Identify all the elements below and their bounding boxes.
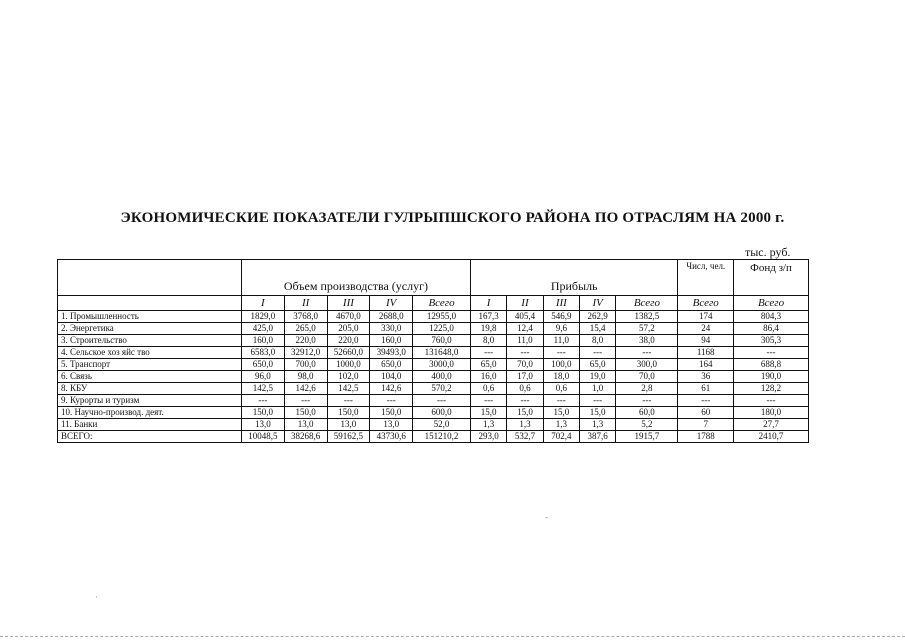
row-label: 10. Научно-производ. деят. xyxy=(58,407,242,419)
header-empty-cell xyxy=(58,296,242,311)
profit-cell: 70,0 xyxy=(616,371,678,383)
production-cell: 205,0 xyxy=(327,323,370,335)
payroll-cell: 128,2 xyxy=(734,383,809,395)
profit-cell: 1382,5 xyxy=(616,311,678,323)
payroll-cell: --- xyxy=(734,395,809,407)
profit-cell: 1,0 xyxy=(580,383,616,395)
production-cell: --- xyxy=(327,395,370,407)
header-quarter: IV xyxy=(370,296,413,311)
profit-cell: 293,0 xyxy=(470,431,506,443)
profit-cell: 18,0 xyxy=(543,371,579,383)
profit-cell: --- xyxy=(543,395,579,407)
header-row-quarters xyxy=(58,296,809,311)
employees-cell: 1168 xyxy=(678,347,734,359)
production-cell: 650,0 xyxy=(241,359,284,371)
profit-cell: 405,4 xyxy=(507,311,543,323)
header-profit: Прибыль xyxy=(470,260,678,296)
profit-cell: 57,2 xyxy=(616,323,678,335)
employees-cell: 36 xyxy=(678,371,734,383)
row-label: 4. Сельское хоз яйс тво xyxy=(58,347,242,359)
profit-cell: 15,0 xyxy=(470,407,506,419)
profit-cell: 15,0 xyxy=(507,407,543,419)
production-cell: 700,0 xyxy=(284,359,327,371)
production-cell: 3768,0 xyxy=(284,311,327,323)
profit-cell: --- xyxy=(470,347,506,359)
production-cell: 160,0 xyxy=(370,335,413,347)
production-cell: 142,5 xyxy=(241,383,284,395)
header-payroll: Фонд з/п xyxy=(734,260,809,296)
profit-cell: 0,6 xyxy=(507,383,543,395)
profit-cell: 65,0 xyxy=(580,359,616,371)
production-cell: 600,0 xyxy=(413,407,471,419)
production-cell: --- xyxy=(370,395,413,407)
profit-cell: 1,3 xyxy=(470,419,506,431)
profit-cell: 70,0 xyxy=(507,359,543,371)
scan-speck: - xyxy=(545,512,548,522)
profit-cell: 15,4 xyxy=(580,323,616,335)
production-cell: 220,0 xyxy=(284,335,327,347)
profit-cell: 1915,7 xyxy=(616,431,678,443)
row-label: 3. Строительство xyxy=(58,335,242,347)
profit-cell: 19,8 xyxy=(470,323,506,335)
production-cell: 400,0 xyxy=(413,371,471,383)
production-cell: 131648,0 xyxy=(413,347,471,359)
profit-cell: 17,0 xyxy=(507,371,543,383)
table-row xyxy=(58,323,809,335)
production-cell: 330,0 xyxy=(370,323,413,335)
profit-cell: 1,3 xyxy=(543,419,579,431)
production-cell: 150,0 xyxy=(327,407,370,419)
row-label: ВСЕГО: xyxy=(58,431,242,443)
table-row xyxy=(58,419,809,431)
header-quarter: III xyxy=(327,296,370,311)
payroll-cell: 190,0 xyxy=(734,371,809,383)
profit-cell: --- xyxy=(543,347,579,359)
payroll-cell: 86,4 xyxy=(734,323,809,335)
production-cell: 1225,0 xyxy=(413,323,471,335)
profit-cell: --- xyxy=(507,395,543,407)
employees-cell: 24 xyxy=(678,323,734,335)
production-cell: 142,6 xyxy=(284,383,327,395)
header-quarter: I xyxy=(470,296,506,311)
profit-cell: 546,9 xyxy=(543,311,579,323)
employees-cell: 61 xyxy=(678,383,734,395)
production-cell: 12955,0 xyxy=(413,311,471,323)
production-cell: 2688,0 xyxy=(370,311,413,323)
economic-indicators-table xyxy=(57,259,809,443)
header-employees-total: Всего xyxy=(678,296,734,311)
production-cell: 13,0 xyxy=(284,419,327,431)
profit-cell: 8,0 xyxy=(580,335,616,347)
production-cell: 425,0 xyxy=(241,323,284,335)
production-cell: 220,0 xyxy=(327,335,370,347)
production-cell: 38268,6 xyxy=(284,431,327,443)
profit-cell: 167,3 xyxy=(470,311,506,323)
profit-cell: 65,0 xyxy=(470,359,506,371)
row-label: 6. Связь xyxy=(58,371,242,383)
production-cell: 102,0 xyxy=(327,371,370,383)
header-production: Объем производства (услуг) xyxy=(241,260,470,296)
profit-cell: 11,0 xyxy=(543,335,579,347)
profit-cell: --- xyxy=(470,395,506,407)
profit-cell: --- xyxy=(580,395,616,407)
production-cell: 150,0 xyxy=(370,407,413,419)
production-cell: 142,6 xyxy=(370,383,413,395)
table-row xyxy=(58,347,809,359)
production-cell: 10048,5 xyxy=(241,431,284,443)
header-quarter-total: Всего xyxy=(616,296,678,311)
table-row xyxy=(58,431,809,443)
employees-cell: 60 xyxy=(678,407,734,419)
production-cell: --- xyxy=(284,395,327,407)
profit-cell: 2,8 xyxy=(616,383,678,395)
profit-cell: 262,9 xyxy=(580,311,616,323)
profit-cell: --- xyxy=(580,347,616,359)
row-label: 5. Транспорт xyxy=(58,359,242,371)
production-cell: 96,0 xyxy=(241,371,284,383)
profit-cell: 12,4 xyxy=(507,323,543,335)
production-cell: 6583,0 xyxy=(241,347,284,359)
table-row xyxy=(58,359,809,371)
employees-cell: 7 xyxy=(678,419,734,431)
payroll-cell: --- xyxy=(734,347,809,359)
profit-cell: 300,0 xyxy=(616,359,678,371)
row-label: 1. Промышленность xyxy=(58,311,242,323)
production-cell: 43730,6 xyxy=(370,431,413,443)
production-cell: 13,0 xyxy=(327,419,370,431)
production-cell: 160,0 xyxy=(241,335,284,347)
header-quarter: I xyxy=(241,296,284,311)
profit-cell: 1,3 xyxy=(580,419,616,431)
header-employees: Числ, чел. xyxy=(678,260,734,296)
production-cell: 151210,2 xyxy=(413,431,471,443)
profit-cell: 0,6 xyxy=(543,383,579,395)
profit-cell: 532,7 xyxy=(507,431,543,443)
employees-cell: 174 xyxy=(678,311,734,323)
profit-cell: --- xyxy=(616,347,678,359)
profit-cell: 702,4 xyxy=(543,431,579,443)
profit-cell: 38,0 xyxy=(616,335,678,347)
table-row xyxy=(58,311,809,323)
profit-cell: 11,0 xyxy=(507,335,543,347)
production-cell: 150,0 xyxy=(241,407,284,419)
row-label: 9. Курорты и туризм xyxy=(58,395,242,407)
row-label: 11. Банки xyxy=(58,419,242,431)
payroll-cell: 688,8 xyxy=(734,359,809,371)
header-row-groups xyxy=(58,260,809,296)
header-quarter: III xyxy=(543,296,579,311)
profit-cell: 16,0 xyxy=(470,371,506,383)
employees-cell: 94 xyxy=(678,335,734,347)
profit-cell: 8,0 xyxy=(470,335,506,347)
table-row xyxy=(58,371,809,383)
production-cell: 760,0 xyxy=(413,335,471,347)
production-cell: 3000,0 xyxy=(413,359,471,371)
production-cell: 52660,0 xyxy=(327,347,370,359)
table-row xyxy=(58,395,809,407)
production-cell: 650,0 xyxy=(370,359,413,371)
header-quarter: II xyxy=(507,296,543,311)
profit-cell: 5,2 xyxy=(616,419,678,431)
production-cell: 150,0 xyxy=(284,407,327,419)
payroll-cell: 180,0 xyxy=(734,407,809,419)
profit-cell: 387,6 xyxy=(580,431,616,443)
table-row xyxy=(58,383,809,395)
employees-cell: --- xyxy=(678,395,734,407)
production-cell: 32912,0 xyxy=(284,347,327,359)
production-cell: 13,0 xyxy=(241,419,284,431)
profit-cell: --- xyxy=(507,347,543,359)
production-cell: --- xyxy=(241,395,284,407)
unit-label: тыс. руб. xyxy=(745,245,791,259)
profit-cell: 100,0 xyxy=(543,359,579,371)
header-quarter-total: Всего xyxy=(413,296,471,311)
profit-cell: 15,0 xyxy=(580,407,616,419)
row-label: 8. КБУ xyxy=(58,383,242,395)
header-quarter: IV xyxy=(580,296,616,311)
production-cell: 1829,0 xyxy=(241,311,284,323)
scan-edge-line xyxy=(0,636,905,638)
row-label: 2. Энергетика xyxy=(58,323,242,335)
profit-cell: --- xyxy=(616,395,678,407)
payroll-cell: 305,3 xyxy=(734,335,809,347)
payroll-cell: 2410,7 xyxy=(734,431,809,443)
production-cell: 104,0 xyxy=(370,371,413,383)
profit-cell: 9,6 xyxy=(543,323,579,335)
production-cell: 265,0 xyxy=(284,323,327,335)
profit-cell: 60,0 xyxy=(616,407,678,419)
header-payroll-total: Всего xyxy=(734,296,809,311)
production-cell: 570,2 xyxy=(413,383,471,395)
payroll-cell: 804,3 xyxy=(734,311,809,323)
profit-cell: 1,3 xyxy=(507,419,543,431)
table-row xyxy=(58,407,809,419)
production-cell: 1000,0 xyxy=(327,359,370,371)
payroll-cell: 27,7 xyxy=(734,419,809,431)
profit-cell: 0,6 xyxy=(470,383,506,395)
document-title: ЭКОНОМИЧЕСКИЕ ПОКАЗАТЕЛИ ГУЛРЫПШСКОГО РАЙОНА ПО ОТРАСЛЯМ НА 2000 г. xyxy=(120,210,785,226)
production-cell: 13,0 xyxy=(370,419,413,431)
scan-speck: · xyxy=(95,592,98,602)
production-cell: --- xyxy=(413,395,471,407)
production-cell: 59162,5 xyxy=(327,431,370,443)
production-cell: 142,5 xyxy=(327,383,370,395)
profit-cell: 15,0 xyxy=(543,407,579,419)
employees-cell: 1788 xyxy=(678,431,734,443)
table-body xyxy=(58,311,809,443)
header-quarter: II xyxy=(284,296,327,311)
production-cell: 52,0 xyxy=(413,419,471,431)
production-cell: 4670,0 xyxy=(327,311,370,323)
production-cell: 39493,0 xyxy=(370,347,413,359)
production-cell: 98,0 xyxy=(284,371,327,383)
profit-cell: 19,0 xyxy=(580,371,616,383)
employees-cell: 164 xyxy=(678,359,734,371)
table-row xyxy=(58,335,809,347)
header-empty-cell xyxy=(58,260,242,296)
